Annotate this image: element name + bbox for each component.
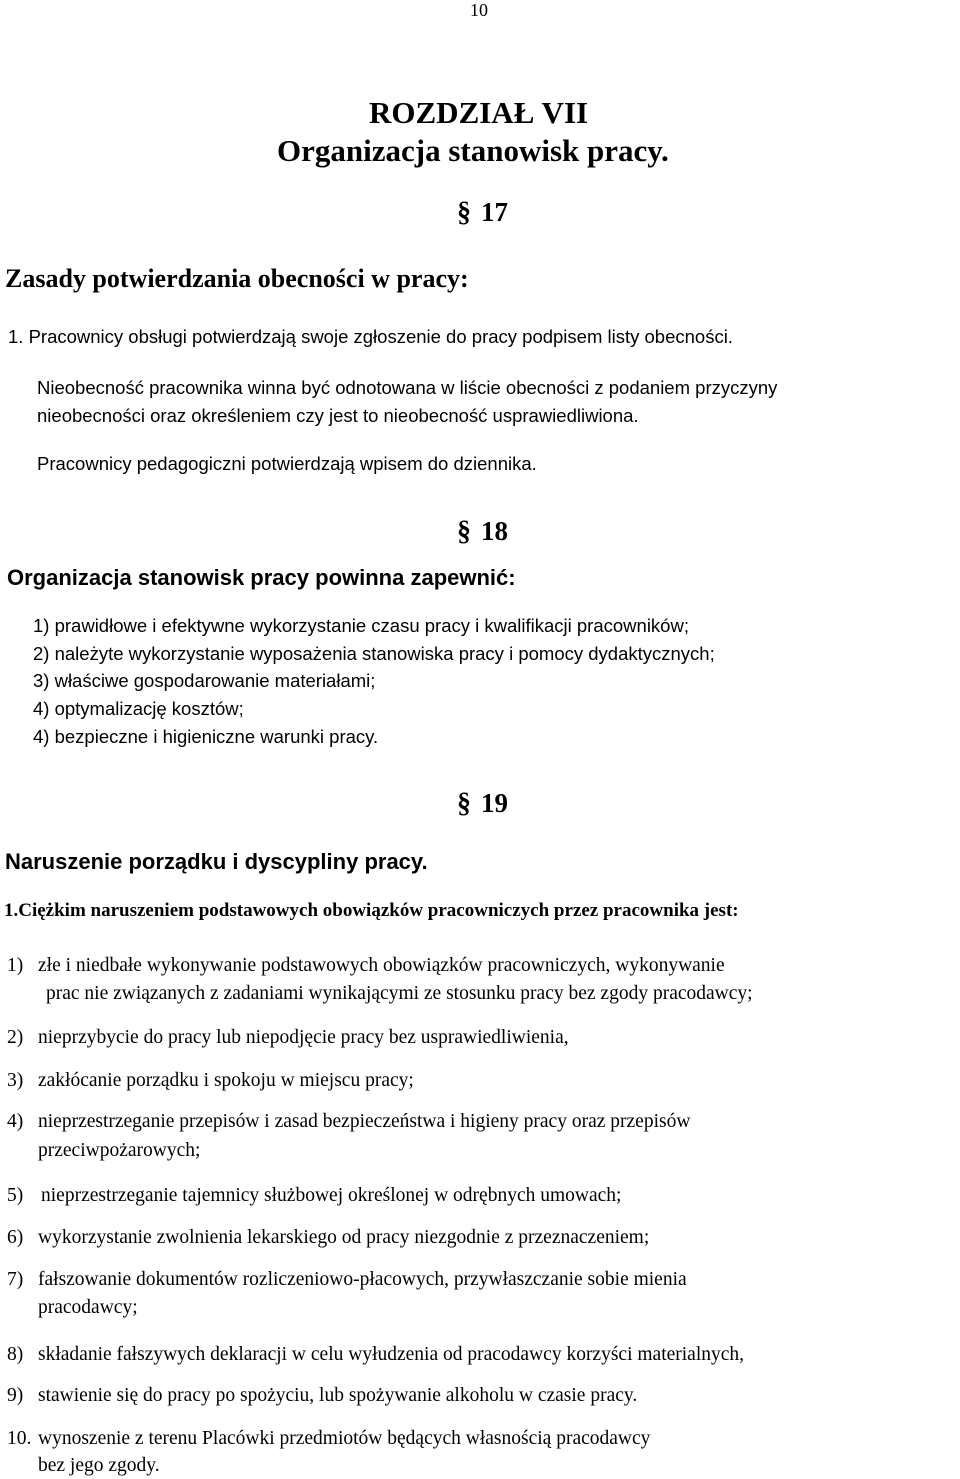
list-item-text: złe i niedbałe wykonywanie podstawowych obowiązków pracowniczych, wykonywanie	[38, 955, 725, 976]
section-18-item: 3) właściwe gospodarowanie materiałami;	[33, 670, 376, 691]
list-item-number: 9)	[7, 1385, 24, 1406]
list-item-text: zakłócanie porządku i spokoju w miejscu pracy;	[38, 1070, 414, 1091]
page-number: 10	[470, 0, 488, 20]
list-item-text: fałszowanie dokumentów rozliczeniowo-płacowych, przywłaszczanie sobie mienia	[38, 1269, 687, 1290]
section-19-subheading: 1.Ciężkim naruszeniem podstawowych obowiązków pracowniczych przez pracownika jest:	[4, 900, 739, 921]
list-item-number: 8)	[7, 1344, 24, 1365]
list-item-number: 7)	[7, 1269, 24, 1290]
list-item-number: 4)	[7, 1111, 24, 1132]
list-item-number: 2)	[7, 1027, 24, 1048]
chapter-title: ROZDZIAŁ VII	[369, 95, 589, 130]
list-item-text: przeciwpożarowych;	[38, 1140, 201, 1161]
list-item-text: wykorzystanie zwolnienia lekarskiego od pracy niezgodnie z przeznaczeniem;	[38, 1227, 650, 1248]
section-17-item-1: 1. Pracownicy obsługi potwierdzają swoje zgłoszenie do pracy podpisem listy obecności.	[8, 326, 733, 347]
section-19-heading: Naruszenie porządku i dyscypliny pracy.	[5, 849, 428, 874]
section-symbol: §	[457, 197, 471, 228]
section-18-item: 2) należyte wykorzystanie wyposażenia stanowiska pracy i pomocy dydaktycznych;	[33, 643, 715, 664]
section-17-marker	[457, 197, 508, 229]
section-18-item: 1) prawidłowe i efektywne wykorzystanie czasu pracy i kwalifikacji pracowników;	[33, 615, 689, 636]
section-18-item: 4) optymalizację kosztów;	[33, 698, 244, 719]
list-item-text: wynoszenie z terenu Placówki przedmiotów będących własnością pracodawcy	[38, 1428, 651, 1449]
section-17-para-2-line-1: Nieobecność pracownika winna być odnotowana w liście obecności z podaniem przyczyny	[37, 377, 778, 398]
section-number: 19	[481, 788, 508, 818]
section-symbol: §	[457, 516, 471, 547]
section-17-para-3: Pracownicy pedagogiczni potwierdzają wpisem do dziennika.	[37, 453, 537, 474]
list-item-text: pracodawcy;	[38, 1297, 138, 1318]
section-17-para-2-line-2: nieobecności oraz określeniem czy jest to nieobecność usprawiedliwiona.	[37, 405, 639, 426]
section-18-item: 4) bezpieczne i higieniczne warunki pracy.	[33, 726, 379, 747]
list-item-text: stawienie się do pracy po spożyciu, lub spożywanie alkoholu w czasie pracy.	[38, 1385, 638, 1406]
list-item-text: nieprzestrzeganie tajemnicy służbowej określonej w odrębnych umowach;	[41, 1185, 622, 1206]
section-number: 18	[481, 516, 508, 546]
list-item-text: składanie fałszywych deklaracji w celu wyłudzenia od pracodawcy korzyści materialnych,	[38, 1344, 745, 1365]
section-number: 17	[481, 197, 508, 227]
list-item-number: 10.	[7, 1428, 32, 1449]
list-item-text: prac nie związanych z zadaniami wynikającymi ze stosunku pracy bez zgody pracodawcy;	[46, 983, 753, 1004]
section-19-marker	[457, 788, 508, 820]
list-item-number: 1)	[7, 955, 24, 976]
section-18-marker	[457, 516, 508, 548]
chapter-subtitle: Organizacja stanowisk pracy.	[277, 133, 669, 168]
list-item-text: nieprzestrzeganie przepisów i zasad bezpieczeństwa i higieny pracy oraz przepisów	[38, 1111, 691, 1132]
section-17-heading: Zasady potwierdzania obecności w pracy:	[5, 264, 469, 293]
list-item-number: 5)	[7, 1185, 24, 1206]
list-item-text: nieprzybycie do pracy lub niepodjęcie pracy bez usprawiedliwienia,	[38, 1027, 569, 1048]
list-item-number: 3)	[7, 1070, 24, 1091]
section-symbol: §	[457, 788, 471, 819]
section-18-heading: Organizacja stanowisk pracy powinna zapewnić:	[7, 565, 516, 590]
list-item-text: bez jego zgody.	[38, 1455, 160, 1476]
list-item-number: 6)	[7, 1227, 24, 1248]
